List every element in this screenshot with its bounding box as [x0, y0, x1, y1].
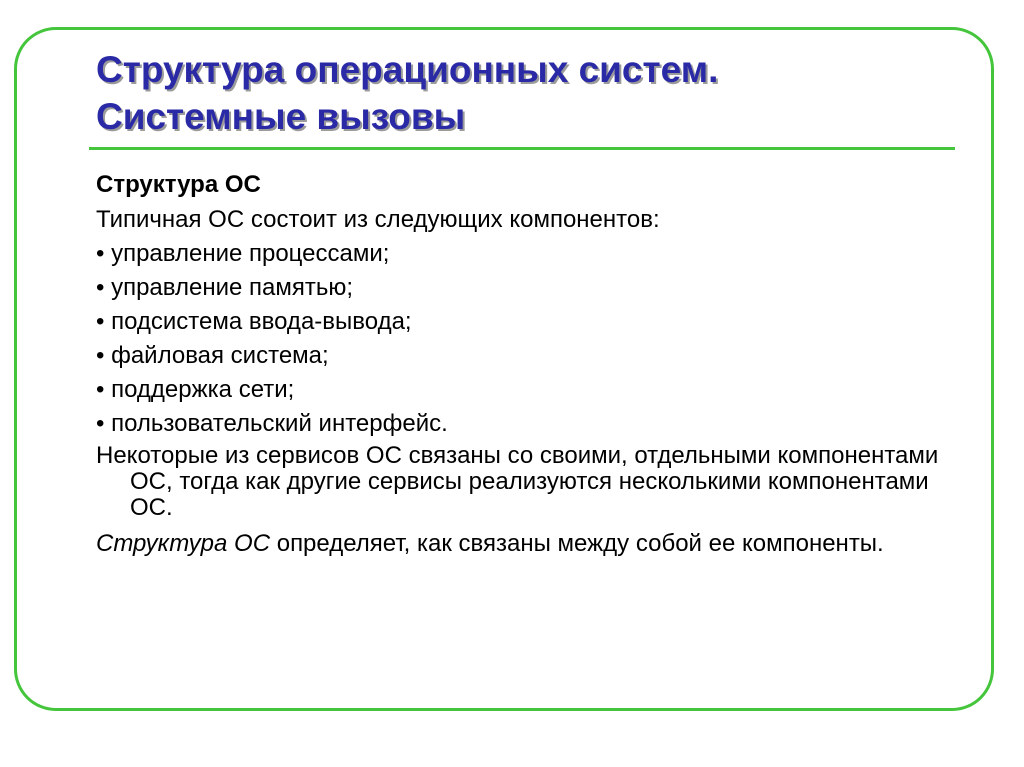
structure-paragraph [96, 531, 956, 557]
bullet-item: • управление памятью; [96, 274, 353, 301]
section-heading: Структура ОС [96, 171, 261, 198]
bullet-item: • поддержка сети; [96, 376, 295, 403]
intro-text: Типичная ОС состоит из следующих компонентов: [96, 206, 660, 233]
bullet-item: • пользовательский интерфейс. [96, 410, 448, 437]
bullet-item: • файловая система; [96, 342, 329, 369]
slide-body [96, 170, 956, 567]
slide-title [96, 46, 718, 140]
bullet-item: • управление процессами; [96, 240, 390, 267]
title-line-1: Структура операционных систем. [96, 49, 719, 90]
bullet-item: • подсистема ввода-вывода; [96, 308, 412, 335]
services-paragraph: Некоторые из сервисов ОС связаны со своими, отдельными компонентами ОС, тогда как другие сервисы реализуются несколькими компонентами ОС. [96, 442, 939, 521]
title-divider [89, 147, 955, 150]
structure-definition: определяет, как связаны между собой ее компоненты. [270, 530, 884, 557]
title-line-2: Системные вызовы [96, 96, 466, 137]
structure-term: Структура ОС [96, 530, 271, 557]
